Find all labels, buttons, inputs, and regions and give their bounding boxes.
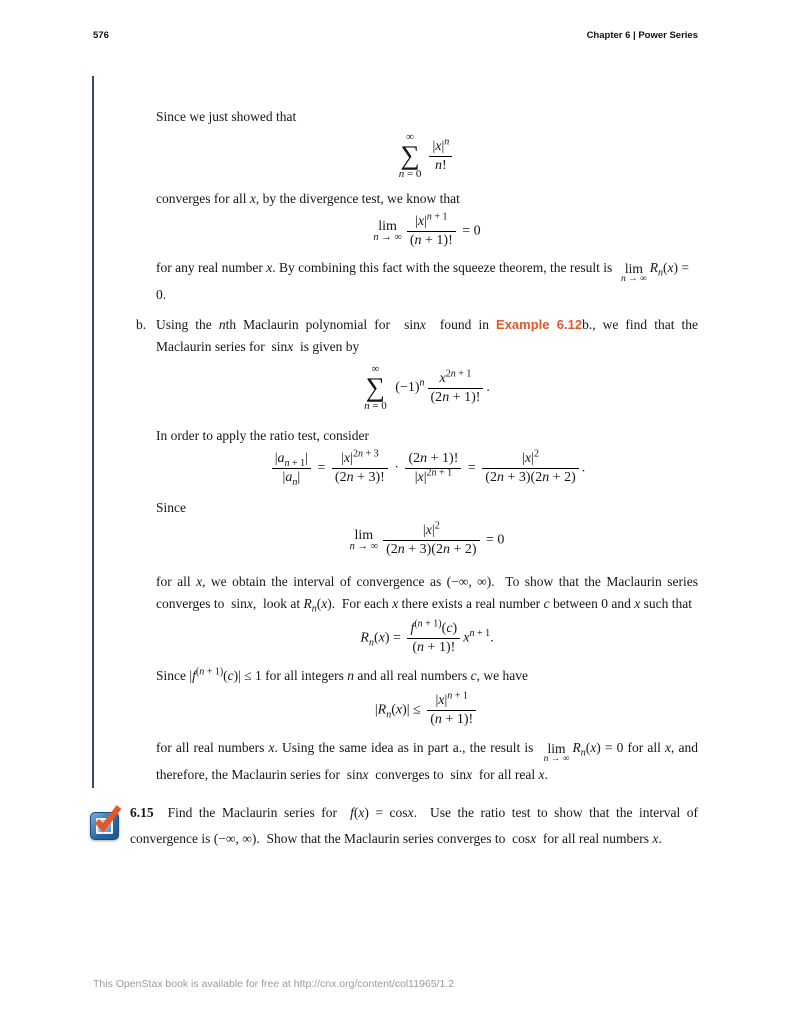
- paragraph-intro: Since we just showed that: [156, 109, 297, 124]
- footer-attribution: This OpenStax book is available for free at http://cnx.org/content/col11965/1.2: [93, 978, 455, 990]
- paragraph-conclusion: for all real numbers x. Using the same idea as in part a., the result is lim n → ∞ $R_n(x) = 0$ for all x, and therefore, the Maclaurin series for sinx converges to sinx for all real x.: [156, 740, 699, 782]
- checkbox-check-icon: [89, 804, 123, 840]
- list-item-b: [136, 314, 699, 358]
- paragraph-converges: converges for all x, by the divergence test, we know that: [156, 191, 460, 206]
- checkpoint-body: Find the Maclaurin series for f(x) = cosx. Use the ratio test to show that the interval of convergence is (−∞, ∞). Show that the Maclaurin series converges to cosx for all real numbers x.: [130, 805, 698, 846]
- example-left-rule: [92, 76, 94, 788]
- equation-limit-ratio: lim n → ∞ $\frac{|x|^{n + 1}}{(n + 1)!}$ = 0: [373, 211, 481, 248]
- equation-remainder-bound: $|R_n(x)|$ ≤ $\frac{|x|^{n + 1}}{(n + 1)!}$: [156, 693, 698, 728]
- equation-limit-zero: lim n → ∞ $\frac{|x|^2}{(2n + 3)(2n + 2)}$ = 0: [349, 520, 505, 557]
- equation-maclaurin-sin: ∞ ∑ n = 0 $(-1)^n$ $\frac{x^{2n + 1}}{(2n + 1)!}$ .: [364, 363, 490, 412]
- paragraph-part-b: Using the nth Maclaurin polynomial for sinx found in Example 6.12b., we find that the Maclaurin series for sinx is given by: [156, 317, 699, 354]
- checkpoint-text: [130, 800, 698, 852]
- example-6-12-link[interactable]: Example 6.12: [496, 317, 583, 332]
- paragraph-interval: for all x, we obtain the interval of convergence as (−∞, ∞). To show that the Maclaurin series converges to sinx, look at $R_n(x)$. For each x there exists a real number c between 0 and x such that: [156, 574, 698, 615]
- paragraph-squeeze: for any real number x. By combining this fact with the squeeze theorem, the result is lim n → ∞ $R_n(x) = 0$.: [156, 260, 690, 302]
- equation-series-exp: ∞ ∑ n = 0 $\frac{|x|^n}{n!}$: [156, 132, 698, 180]
- paragraph-ratio-test: In order to apply the ratio test, consider: [156, 428, 369, 443]
- orange-checkmark: [92, 804, 122, 834]
- list-marker-b: b.: [136, 317, 147, 332]
- chapter-header: Chapter 6 | Power Series: [586, 30, 698, 41]
- checkpoint-6-15: [89, 800, 698, 852]
- equation-remainder: $R_n(x)$ = $\frac{f^{(n + 1)}(c)}{(n + 1)!}$ $x^{n + 1}$.: [360, 618, 494, 655]
- equation-ratio: $\frac{|a_{n + 1}|}{|a_n|}$ = $\frac{|x|^{2n + 3}}{(2n + 3)!}$ · $\frac{(2n + 1)!}{|x|^{2n + 1}}$ = $\frac{|x|^2}{(2n + 3)(2n + 2)}$ .: [156, 451, 698, 486]
- checkpoint-number: 6.15: [130, 805, 154, 820]
- paragraph-since: Since: [156, 500, 186, 515]
- example-solution-content: [136, 100, 699, 786]
- paragraph-bound: Since $|f^{(n + 1)}(c)| \le 1$ for all integers n and all real numbers c, we have: [156, 666, 528, 683]
- page-number: 576: [93, 30, 109, 41]
